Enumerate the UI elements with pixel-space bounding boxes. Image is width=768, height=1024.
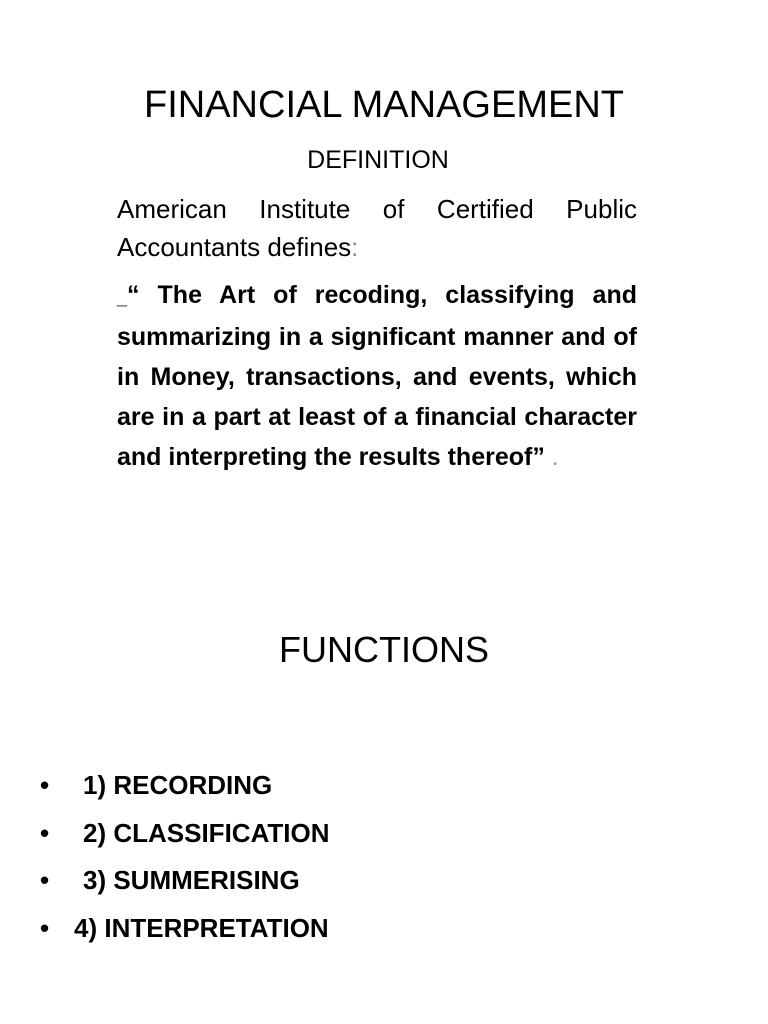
function-item [40, 860, 330, 908]
quote-trailing-dot: . [544, 443, 559, 471]
definition-quote [117, 275, 637, 477]
bullet-icon: • [40, 912, 50, 943]
functions-list [40, 765, 330, 955]
document-title: FINANCIAL MANAGEMENT [144, 84, 624, 126]
function-item-text: 2) CLASSIFICATION [83, 817, 330, 848]
function-item-text: 1) RECORDING [83, 770, 273, 800]
bullet-icon: • [40, 817, 50, 848]
definition-intro-colon: : [351, 232, 359, 262]
function-item-text: 4) INTERPRETATION [74, 912, 329, 943]
definition-subtitle [0, 145, 768, 175]
function-item-text: 3) SUMMERISING [83, 865, 300, 895]
definition-intro-text: American Institute of Certified Public Accountants defines [117, 194, 637, 262]
quote-leading-mark: _ [117, 287, 128, 307]
definition-subtitle-text: DEFINITION [307, 146, 449, 174]
quote-text: “ The Art of recoding, classifying and summarizing in a significant manner and of in Money, transactions, and events, which are in a part at least of a financial character and interpreting the results thereof” [117, 281, 637, 471]
bullet-icon: • [40, 770, 50, 800]
functions-heading: FUNCTIONS [279, 629, 489, 670]
function-item [40, 813, 330, 861]
function-item [40, 765, 330, 813]
definition-intro [117, 190, 637, 266]
bullet-icon: • [40, 865, 50, 895]
function-item [40, 908, 330, 956]
